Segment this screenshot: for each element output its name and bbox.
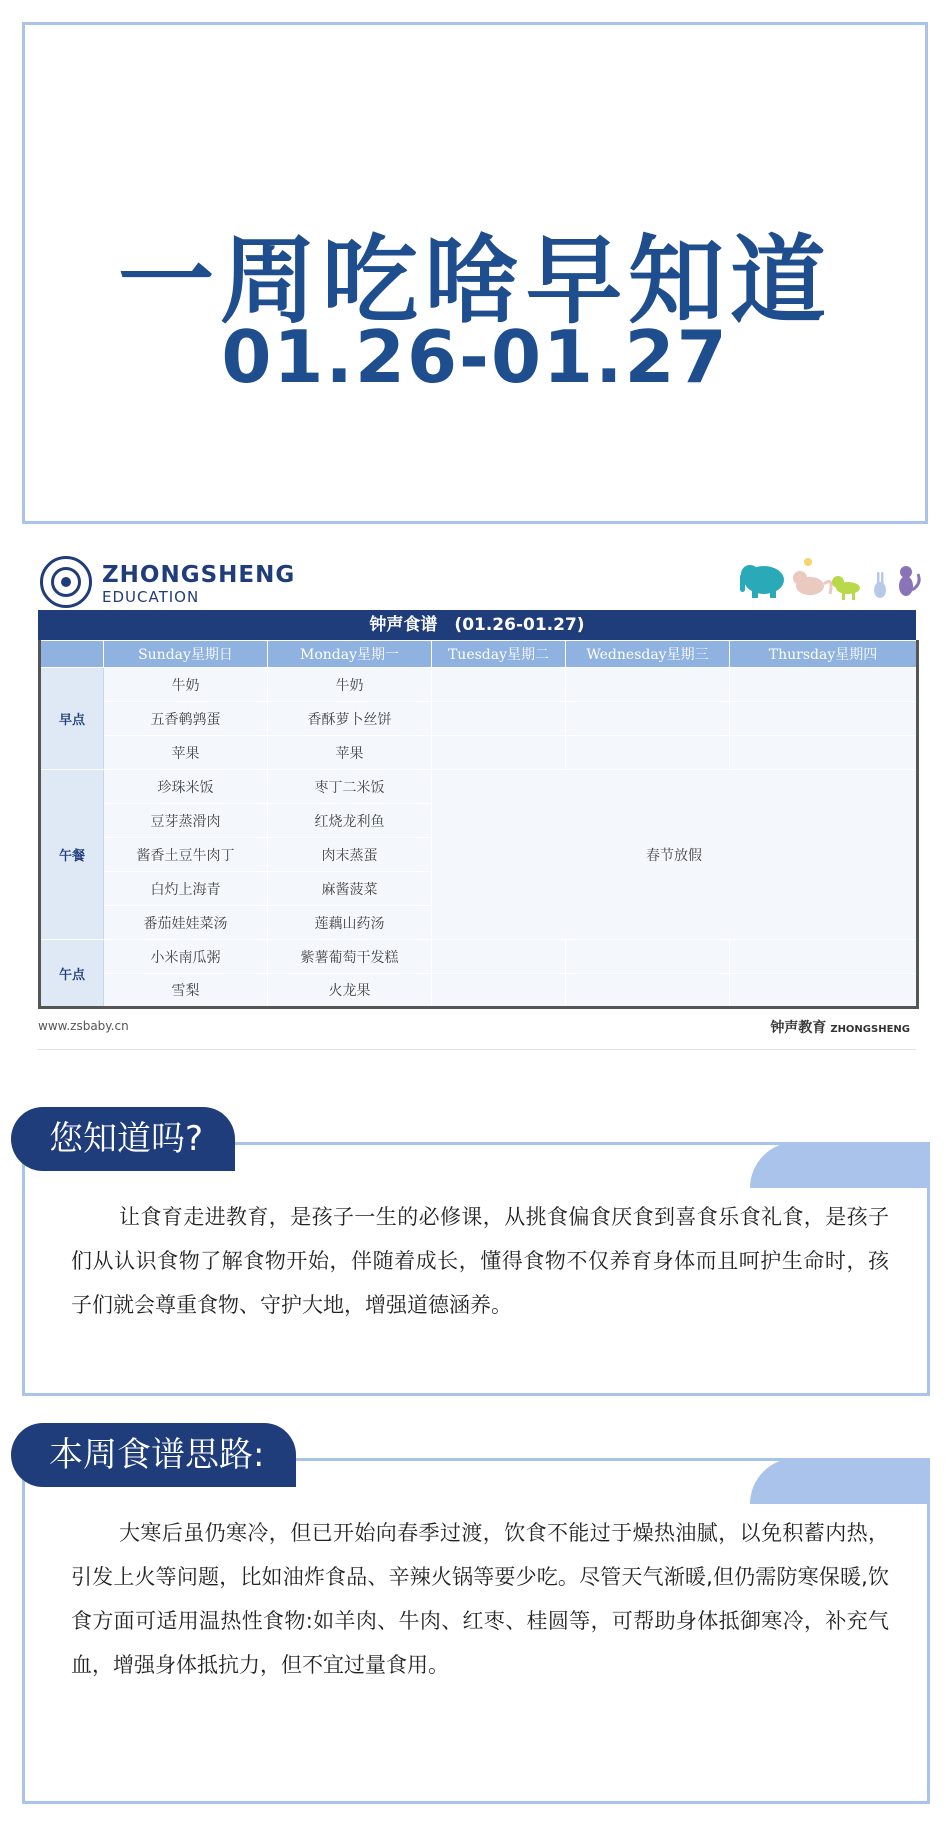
empty-cell: [566, 736, 730, 770]
brand-name: ZHONGSHENG: [102, 562, 296, 588]
logo-row: [22, 548, 930, 612]
dish-cell: 酱香土豆牛肉丁: [104, 838, 268, 872]
brand-sub: EDUCATION: [102, 588, 200, 606]
header-day: Sunday星期日: [104, 641, 268, 668]
meal-label-breakfast: 早点: [40, 668, 104, 770]
dish-cell: 枣丁二米饭: [268, 770, 432, 804]
title-card: [22, 22, 928, 524]
dish-cell: 火龙果: [268, 974, 432, 1008]
dish-cell: 肉末蒸蛋: [268, 838, 432, 872]
dish-cell: 红烧龙利鱼: [268, 804, 432, 838]
empty-cell: [432, 736, 566, 770]
logo-icon: [40, 556, 92, 608]
dish-cell: 牛奶: [104, 668, 268, 702]
dish-cell: 白灼上海青: [104, 872, 268, 906]
table-row: [40, 668, 918, 702]
date-range: 01.26-01.27: [221, 315, 729, 399]
empty-cell: [566, 668, 730, 702]
empty-cell: [730, 702, 918, 736]
footer-brand: [770, 1017, 910, 1037]
empty-cell: [730, 940, 918, 974]
table-row: [40, 736, 918, 770]
header-corner: [40, 641, 104, 668]
menu-title: 钟声食谱 (01.26-01.27): [38, 610, 916, 640]
card-tab-title: 本周食谱思路:: [11, 1423, 296, 1487]
animals-illustration-icon: [736, 554, 926, 604]
dish-cell: 番茄娃娃菜汤: [104, 906, 268, 940]
meal-label-lunch: 午餐: [40, 770, 104, 940]
meal-label-snack: 午点: [40, 940, 104, 1008]
site-url: www.zsbaby.cn: [38, 1019, 129, 1033]
menu-table-wrap: [38, 610, 916, 1045]
empty-cell: [566, 702, 730, 736]
empty-cell: [730, 974, 918, 1008]
menu-table: [38, 640, 919, 1009]
holiday-cell: 春节放假: [432, 770, 918, 940]
table-row: [40, 974, 918, 1008]
table-row: [40, 702, 918, 736]
dish-cell: 五香鹌鹑蛋: [104, 702, 268, 736]
empty-cell: [432, 702, 566, 736]
page-title: 一周吃啥早知道: [118, 225, 832, 337]
dish-cell: 麻酱菠菜: [268, 872, 432, 906]
header-day: Wednesday星期三: [566, 641, 730, 668]
dish-cell: 莲藕山药汤: [268, 906, 432, 940]
dish-cell: 豆芽蒸滑肉: [104, 804, 268, 838]
empty-cell: [432, 974, 566, 1008]
footer-brand-en: ZHONGSHENG: [830, 1024, 910, 1035]
empty-cell: [730, 668, 918, 702]
empty-cell: [432, 668, 566, 702]
dish-cell: 紫薯葡萄干发糕: [268, 940, 432, 974]
table-row: [40, 940, 918, 974]
dish-cell: 雪梨: [104, 974, 268, 1008]
empty-cell: [566, 974, 730, 1008]
corner-decoration: [750, 1458, 930, 1504]
table-row: [40, 770, 918, 804]
card-body-text: 让食育走进教育，是孩子一生的必修课，从挑食偏食厌食到喜食乐食礼食，是孩子们从认识食物了解食物开始，伴随着成长，懂得食物不仅养育身体而且呵护生命时，孩子们就会尊重食物、守护大地，增强道德涵养。: [71, 1205, 889, 1317]
header-day: Tuesday星期二: [432, 641, 566, 668]
dish-cell: 珍珠米饭: [104, 770, 268, 804]
menu-section: [22, 548, 930, 1068]
dish-cell: 小米南瓜粥: [104, 940, 268, 974]
info-card-menu-idea: [22, 1435, 930, 1804]
divider: [38, 1049, 916, 1050]
corner-decoration: [750, 1142, 930, 1188]
empty-cell: [432, 940, 566, 974]
header-day: Thursday星期四: [730, 641, 918, 668]
card-body-text: 大寒后虽仍寒冷，但已开始向春季过渡，饮食不能过于燥热油腻，以免积蓄内热，引发上火等问题，比如油炸食品、辛辣火锅等要少吃。尽管天气渐暖,但仍需防寒保暖,饮食方面可适用温热性食物:如羊肉、牛肉、红枣、桂圆等，可帮助身体抵御寒冷，补充气血，增强身体抵抗力，但不宜过量食用。: [71, 1521, 889, 1677]
empty-cell: [730, 736, 918, 770]
table-header-row: [40, 641, 918, 668]
header-day: Monday星期一: [268, 641, 432, 668]
dish-cell: 香酥萝卜丝饼: [268, 702, 432, 736]
footer-brand-cn: 钟声教育: [770, 1020, 827, 1036]
empty-cell: [566, 940, 730, 974]
card-tab-title: 您知道吗?: [11, 1107, 235, 1171]
info-card-did-you-know: [22, 1119, 930, 1396]
dish-cell: 苹果: [268, 736, 432, 770]
menu-footer: [38, 1015, 916, 1045]
dish-cell: 苹果: [104, 736, 268, 770]
dish-cell: 牛奶: [268, 668, 432, 702]
